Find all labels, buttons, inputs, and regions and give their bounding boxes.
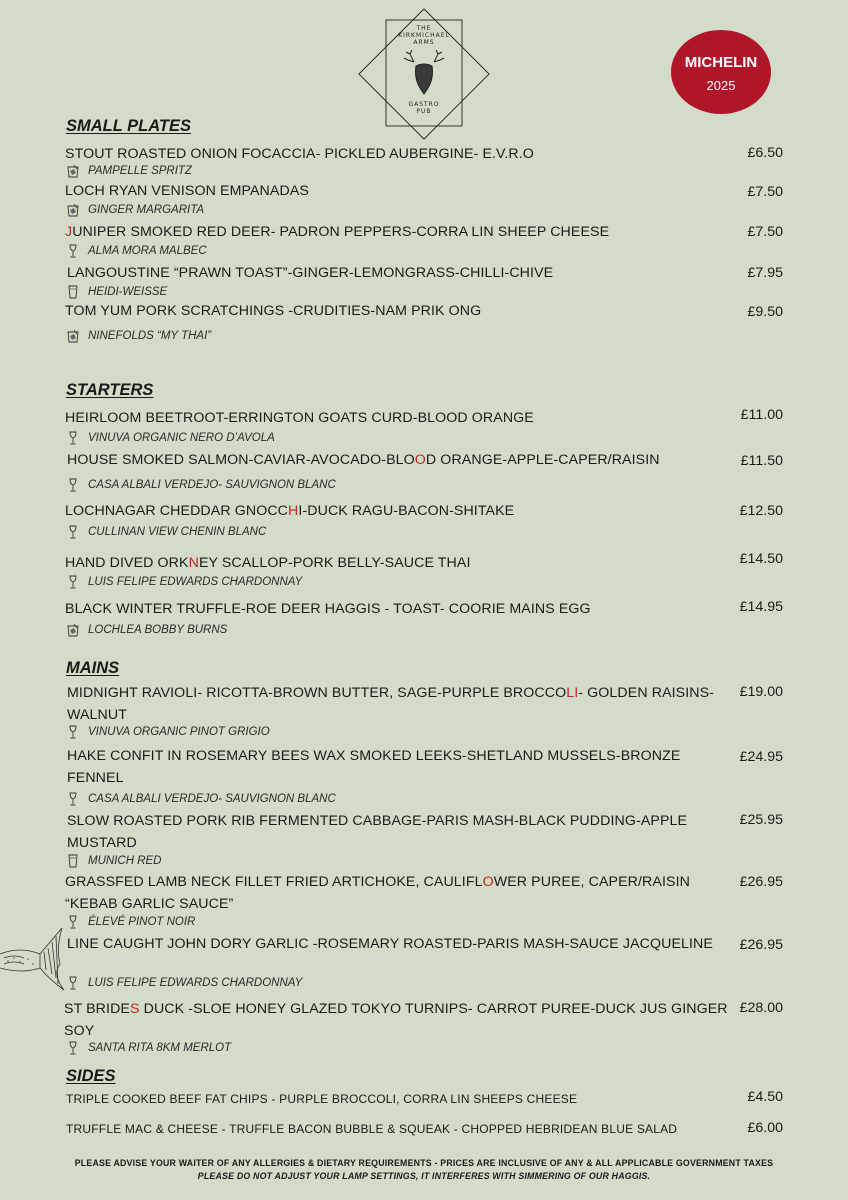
section-title-mains: MAINS	[66, 659, 120, 677]
badge-year: 2025	[706, 78, 736, 93]
tumbler-icon	[66, 164, 80, 178]
wine-glass-icon	[66, 725, 80, 739]
pairing: CULLINAN VIEW CHENIN BLANC	[66, 525, 266, 539]
wine-glass-icon	[66, 915, 80, 929]
dish-price: £12.50	[739, 503, 783, 519]
wine-glass-icon	[66, 575, 80, 589]
pairing: NINEFOLDS “MY THAI”	[66, 329, 211, 343]
dish-name: HAND DIVED ORKNEY SCALLOP-PORK BELLY-SAUCE THAI	[65, 555, 471, 571]
side-price: £6.00	[747, 1120, 783, 1136]
wine-glass-icon	[66, 1041, 80, 1055]
logo-line2: KIRKMICHAEL	[398, 32, 450, 39]
dish-price: £26.95	[739, 874, 783, 890]
pairing: VINUVA ORGANIC PINOT GRIGIO	[66, 725, 270, 739]
dish-name: GRASSFED LAMB NECK FILLET FRIED ARTICHOKE, CAULIFLOWER PUREE, CAPER/RAISIN “KEBAB GARLIC SAUCE”	[65, 874, 690, 912]
dish-name: MIDNIGHT RAVIOLI- RICOTTA-BROWN BUTTER, SAGE-PURPLE BROCCOLI- GOLDEN RAISINS- WALNUT	[67, 685, 715, 723]
wine-glass-icon	[66, 525, 80, 539]
dish-price: £24.95	[739, 749, 783, 765]
wine-glass-icon	[66, 244, 80, 258]
fish-illustration-icon	[0, 924, 66, 994]
dish-name: SLOW ROASTED PORK RIB FERMENTED CABBAGE-PARIS MASH-BLACK PUDDING-APPLE MUSTARD	[67, 813, 688, 851]
pairing: CASA ALBALI VERDEJO- SAUVIGNON BLANC	[66, 478, 336, 492]
beer-glass-icon	[66, 285, 80, 299]
dish-price: £9.50	[747, 304, 783, 320]
pairing: PAMPELLE SPRITZ	[66, 164, 192, 178]
stag-logo-icon	[356, 6, 492, 142]
logo-line5: PUB	[416, 108, 432, 115]
pairing: ALMA MORA MALBEC	[66, 244, 207, 258]
dish-price: £25.95	[739, 812, 783, 828]
tumbler-icon	[66, 623, 80, 637]
dish-name: HAKE CONFIT IN ROSEMARY BEES WAX SMOKED LEEKS-SHETLAND MUSSELS-BRONZE FENNEL	[67, 748, 681, 786]
pairing: MUNICH RED	[66, 854, 161, 868]
logo-line3: ARMS	[413, 39, 435, 46]
pairing: SANTA RITA 8KM MERLOT	[66, 1041, 231, 1055]
dish-name: STOUT ROASTED ONION FOCACCIA- PICKLED AUBERGINE- E.V.R.O	[65, 146, 534, 162]
dish-price: £7.50	[747, 224, 783, 240]
dish-name: JUNIPER SMOKED RED DEER- PADRON PEPPERS-CORRA LIN SHEEP CHEESE	[65, 224, 610, 240]
dish-name: ST BRIDES DUCK -SLOE HONEY GLAZED TOKYO TURNIPS- CARROT PUREE-DUCK JUS GINGER SOY	[64, 1001, 728, 1039]
michelin-badge	[671, 30, 771, 114]
dish-price: £19.00	[739, 684, 783, 700]
pairing: LUIS FELIPE EDWARDS CHARDONNAY	[66, 575, 302, 589]
side-item: TRIPLE COOKED BEEF FAT CHIPS - PURPLE BROCCOLI, CORRA LIN SHEEPS CHEESE	[66, 1092, 578, 1106]
dish-name: HOUSE SMOKED SALMON-CAVIAR-AVOCADO-BLOOD ORANGE-APPLE-CAPER/RAISIN	[67, 452, 660, 468]
dish-name: LOCH RYAN VENISON EMPANADAS	[65, 183, 309, 199]
pairing: CASA ALBALI VERDEJO- SAUVIGNON BLANC	[66, 792, 336, 806]
pairing: LOCHLEA BOBBY BURNS	[66, 623, 227, 637]
footer-allergy-notice: PLEASE ADVISE YOUR WAITER OF ANY ALLERGIES & DIETARY REQUIREMENTS - PRICES ARE INCLUSIVE OF ANY & ALL APPLICABLE GOVERNMENT TAXES	[74, 1158, 774, 1168]
dish-name: LINE CAUGHT JOHN DORY GARLIC -ROSEMARY ROASTED-PARIS MASH-SAUCE JACQUELINE	[67, 936, 713, 952]
section-title-starters: STARTERS	[66, 381, 154, 399]
badge-title: MICHELIN	[684, 54, 758, 71]
dish-name: HEIRLOOM BEETROOT-ERRINGTON GOATS CURD-BLOOD ORANGE	[65, 410, 534, 426]
pairing: HEIDI-WEISSE	[66, 285, 167, 299]
tumbler-icon	[66, 329, 80, 343]
logo-line4: GASTRO	[408, 101, 440, 108]
side-item: TRUFFLE MAC & CHEESE - TRUFFLE BACON BUBBLE & SQUEAK - CHOPPED HEBRIDEAN BLUE SALAD	[66, 1122, 678, 1136]
wine-glass-icon	[66, 478, 80, 492]
dish-name: BLACK WINTER TRUFFLE-ROE DEER HAGGIS - TOAST- COORIE MAINS EGG	[65, 601, 591, 617]
dish-price: £7.95	[747, 265, 783, 281]
wine-glass-icon	[66, 792, 80, 806]
dish-name: LOCHNAGAR CHEDDAR GNOCCHI-DUCK RAGU-BACON-SHITAKE	[65, 503, 515, 519]
section-title-small-plates: SMALL PLATES	[66, 117, 191, 135]
footer-lamp-notice: PLEASE DO NOT ADJUST YOUR LAMP SETTINGS, IT INTERFERES WITH SIMMERING OF OUR HAGGIS.	[197, 1171, 651, 1181]
pairing: ÉLEVÉ PINOT NOIR	[66, 915, 195, 929]
dish-price: £28.00	[739, 1000, 783, 1016]
logo-line1: THE	[416, 25, 432, 32]
dish-price: £11.50	[740, 453, 783, 469]
pairing: LUIS FELIPE EDWARDS CHARDONNAY	[66, 976, 302, 990]
dish-price: £7.50	[747, 184, 783, 200]
dish-price: £14.50	[739, 551, 783, 567]
tumbler-icon	[66, 203, 80, 217]
section-title-sides: SIDES	[66, 1067, 116, 1085]
dish-name: TOM YUM PORK SCRATCHINGS -CRUDITIES-NAM PRIK ONG	[65, 303, 482, 319]
side-price: £4.50	[747, 1089, 783, 1105]
beer-glass-icon	[66, 854, 80, 868]
pairing: GINGER MARGARITA	[66, 203, 204, 217]
wine-glass-icon	[66, 431, 80, 445]
pairing: VINUVA ORGANIC NERO D’AVOLA	[66, 431, 275, 445]
dish-price: £14.95	[739, 599, 783, 615]
dish-name: LANGOUSTINE “PRAWN TOAST”-GINGER-LEMONGRASS-CHILLI-CHIVE	[67, 265, 554, 281]
dish-price: £6.50	[747, 145, 783, 161]
dish-price: £11.00	[740, 407, 783, 423]
wine-glass-icon	[66, 976, 80, 990]
dish-price: £26.95	[739, 937, 783, 953]
